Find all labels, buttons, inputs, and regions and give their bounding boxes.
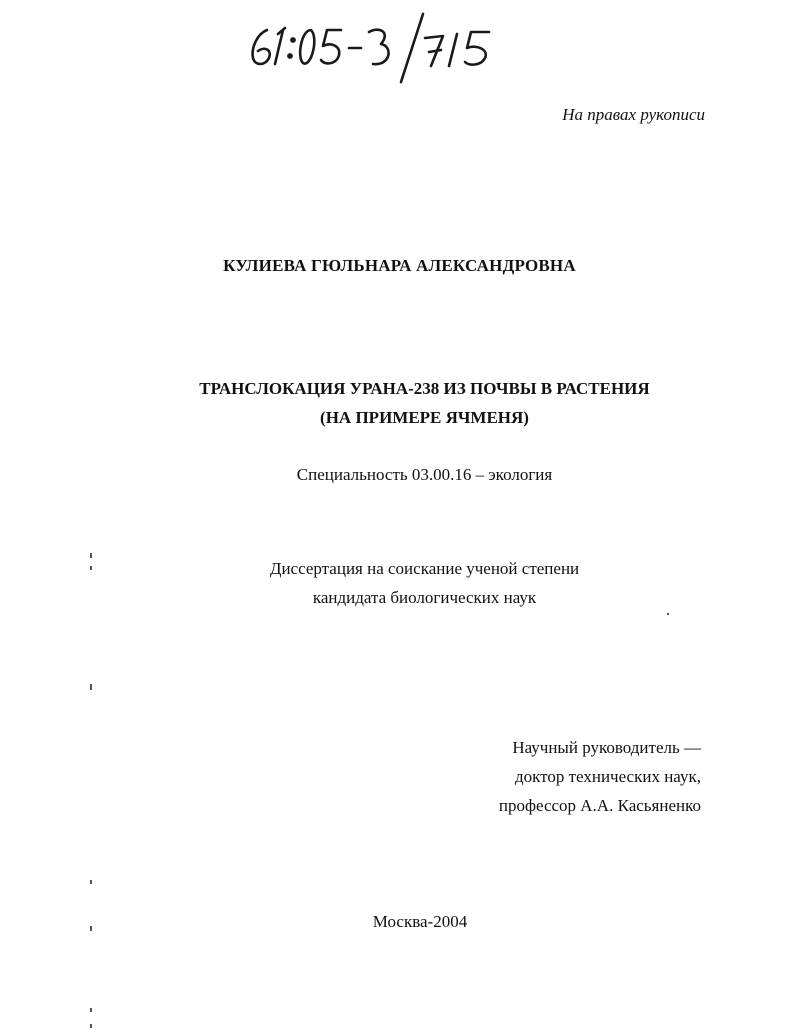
supervisor-block [499, 733, 701, 820]
handwritten-code-drawing [245, 8, 515, 88]
degree-line-1: Диссертация на соискание ученой степени [269, 559, 580, 578]
manuscript-note: На правах рукописи [562, 105, 705, 124]
scan-speck [667, 613, 669, 615]
supervisor-line-2: доктор технических наук, [514, 767, 701, 786]
scan-speck [90, 926, 92, 931]
title-line-2: (НА ПРИМЕРЕ ЯЧМЕНЯ) [320, 408, 529, 427]
degree-line-2: кандидата биологических наук [312, 588, 537, 607]
title-line-1: ТРАНСЛОКАЦИЯ УРАНА-238 ИЗ ПОЧВЫ В РАСТЕНИЯ [199, 379, 650, 398]
specialty: Специальность 03.00.16 – экология [296, 465, 553, 484]
supervisor-line-3: профессор А.А. Касьяненко [498, 796, 701, 815]
scan-speck [90, 566, 92, 570]
author-name: КУЛИЕВА ГЮЛЬНАРА АЛЕКСАНДРОВНА [223, 256, 576, 275]
scan-speck [90, 1024, 92, 1028]
scan-speck [90, 1008, 92, 1012]
handwritten-archive-code [245, 8, 515, 88]
scan-speck [90, 684, 92, 690]
supervisor-line-1: Научный руководитель — [512, 738, 701, 757]
scan-speck [90, 880, 92, 884]
degree-statement [0, 554, 799, 612]
dissertation-title [0, 374, 799, 432]
city-year: Москва-2004 [372, 912, 468, 931]
scan-speck [90, 553, 92, 558]
